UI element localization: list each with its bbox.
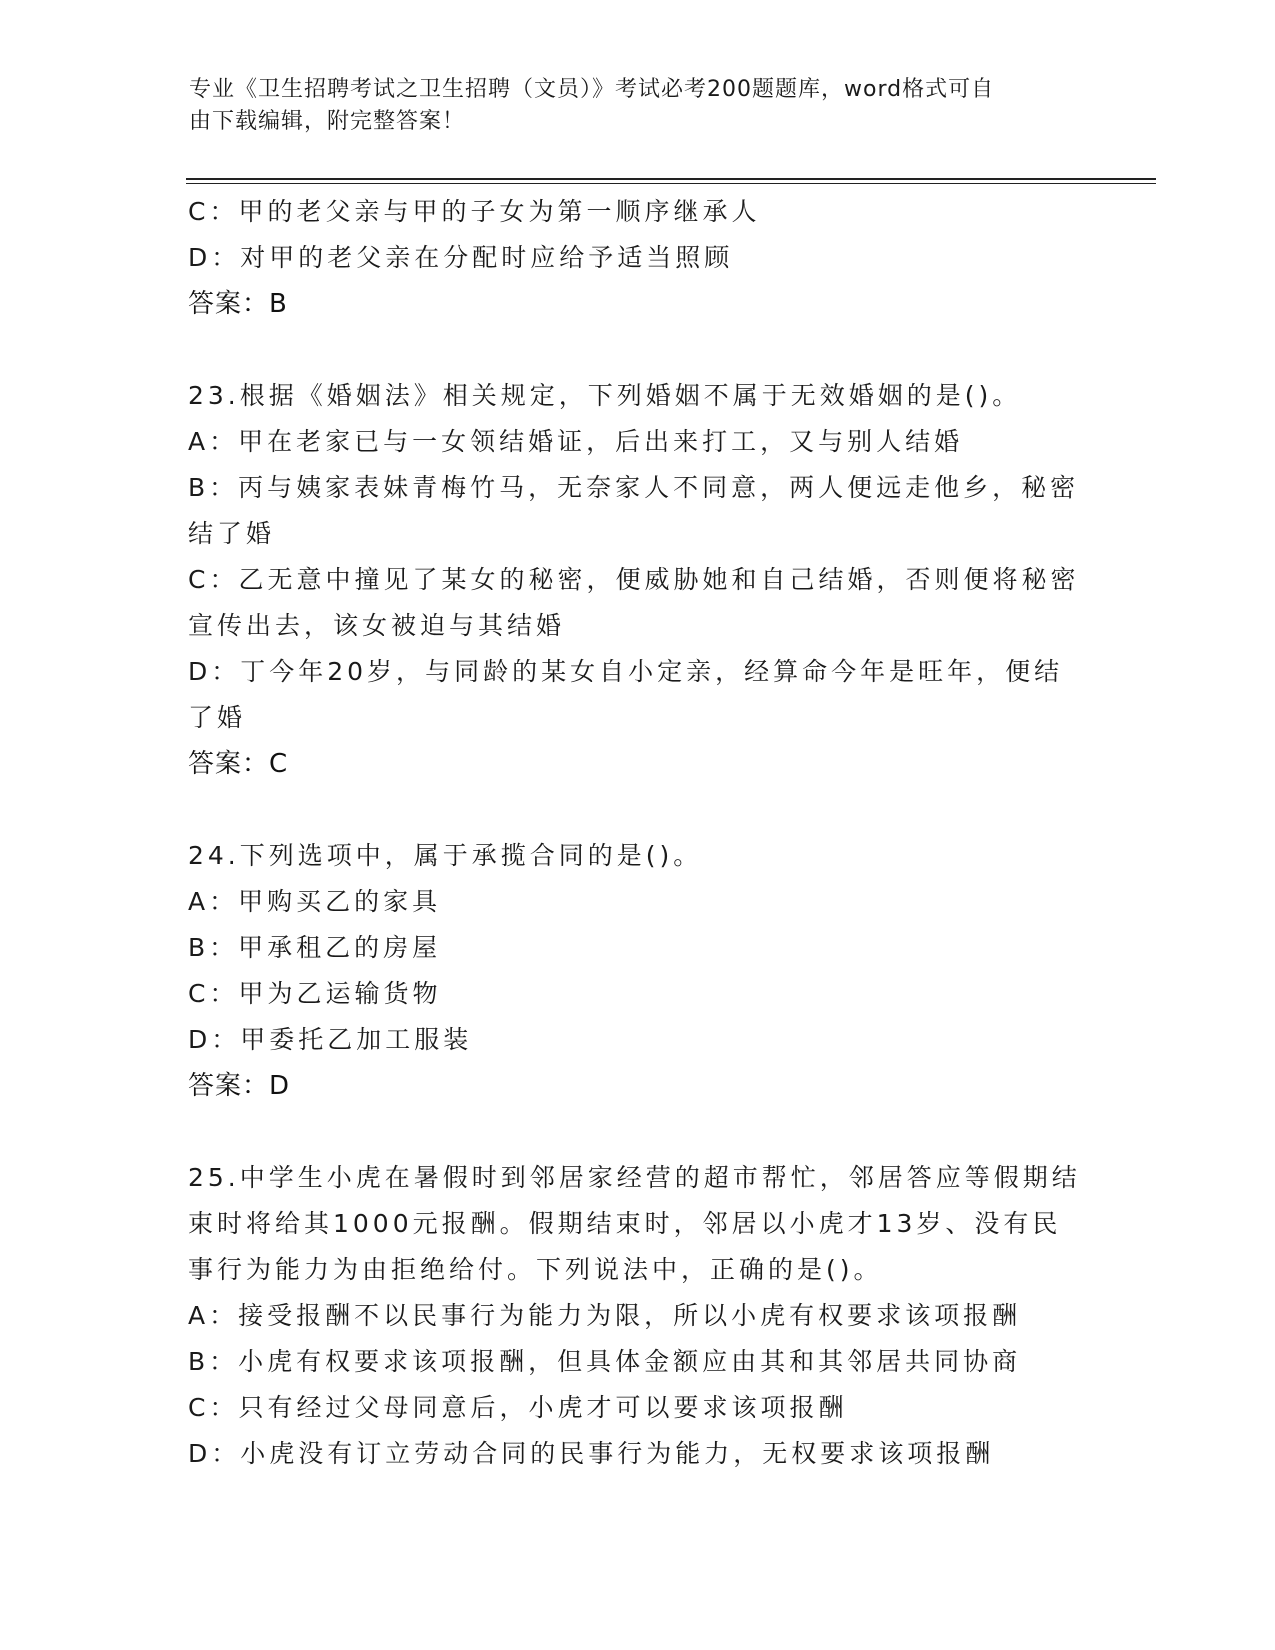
q25-option-d: D：小虎没有订立劳动合同的民事行为能力，无权要求该项报酬 [188, 1439, 995, 1468]
q23-option-c-line-2: 宣传出去，该女被迫与其结婚 [188, 611, 566, 640]
question-23 [188, 373, 1088, 787]
q23-option-d-line-1: D：丁今年20岁，与同龄的某女自小定亲，经算命今年是旺年，便结 [188, 657, 1064, 686]
q24-option-b: B：甲承租乙的房屋 [188, 933, 442, 962]
q25-option-b: B：小虎有权要求该项报酬，但具体金额应由其和其邻居共同协商 [188, 1347, 1022, 1376]
q24-option-c: C：甲为乙运输货物 [188, 979, 442, 1008]
q24-answer: 答案：D [188, 1071, 291, 1101]
q23-option-a: A：甲在老家已与一女领结婚证，后出来打工，又与别人结婚 [188, 427, 964, 456]
question-25 [188, 1155, 1088, 1477]
document-header [189, 74, 1089, 138]
q23-option-b-line-2: 结了婚 [188, 519, 276, 548]
question-24 [188, 833, 1088, 1109]
header-line-1: 专业《卫生招聘考试之卫生招聘（文员）》考试必考200题题库，word格式可自 [189, 77, 995, 102]
q25-stem-line-3: 事行为能力为由拒绝给付。下列说法中，正确的是()。 [188, 1255, 883, 1284]
q23-option-c-line-1: C：乙无意中撞见了某女的秘密，便威胁她和自己结婚，否则便将秘密 [188, 565, 1080, 594]
q25-option-c: C：只有经过父母同意后，小虎才可以要求该项报酬 [188, 1393, 848, 1422]
q24-option-d: D：甲委托乙加工服装 [188, 1025, 473, 1054]
q23-answer: 答案：C [188, 749, 289, 779]
q25-option-a: A：接受报酬不以民事行为能力为限，所以小虎有权要求该项报酬 [188, 1301, 1022, 1330]
question-list [188, 189, 1088, 1477]
q22-answer: 答案：B [188, 289, 288, 319]
question-22-tail [188, 189, 1088, 327]
header-line-2: 由下载编辑，附完整答案！ [189, 109, 466, 134]
q23-option-b-line-1: B：丙与姨家表妹青梅竹马，无奈家人不同意，两人便远走他乡，秘密 [188, 473, 1080, 502]
q24-stem: 24.下列选项中，属于承揽合同的是()。 [188, 841, 703, 870]
spacer [188, 787, 1088, 833]
q22-option-c: C：甲的老父亲与甲的子女为第一顺序继承人 [188, 197, 761, 226]
q23-stem: 23.根据《婚姻法》相关规定，下列婚姻不属于无效婚姻的是()。 [188, 381, 1022, 410]
q24-option-a: A：甲购买乙的家具 [188, 887, 442, 916]
spacer [188, 327, 1088, 373]
q25-stem-line-1: 25.中学生小虎在暑假时到邻居家经营的超市帮忙，邻居答应等假期结 [188, 1163, 1081, 1192]
q23-option-d-line-2: 了婚 [188, 703, 247, 732]
q22-option-d: D：对甲的老父亲在分配时应给予适当照顾 [188, 243, 734, 272]
header-rule [186, 178, 1156, 180]
q25-stem-line-2: 束时将给其1000元报酬。假期结束时，邻居以小虎才13岁、没有民 [188, 1209, 1062, 1238]
spacer [188, 1109, 1088, 1155]
header-rule-thin [186, 183, 1156, 184]
